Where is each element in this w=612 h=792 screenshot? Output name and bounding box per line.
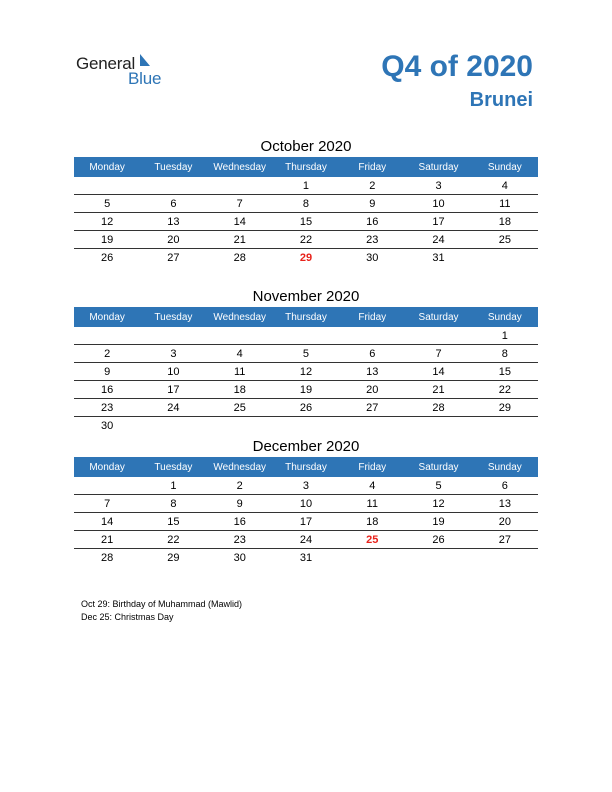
- week-row: [74, 363, 538, 381]
- week-row: [74, 345, 538, 363]
- week-row: [74, 495, 538, 513]
- weekday-header: Saturday: [405, 157, 471, 177]
- day-cell: 15: [472, 363, 538, 381]
- day-cell: 23: [74, 399, 140, 417]
- day-cell: 4: [472, 177, 538, 195]
- day-cell: 18: [472, 213, 538, 231]
- holiday-day-cell: 29: [299, 251, 313, 264]
- day-cell: 13: [140, 213, 206, 231]
- week-row: [74, 399, 538, 417]
- day-cell: 23: [339, 231, 405, 249]
- day-cell: 22: [273, 231, 339, 249]
- day-cell: [472, 549, 538, 567]
- day-cell: 24: [405, 231, 471, 249]
- weekday-header-row: [74, 157, 538, 177]
- day-cell: 12: [405, 495, 471, 513]
- logo-blue-text: Blue: [128, 69, 162, 88]
- logo: [76, 54, 176, 88]
- weekday-header: Monday: [74, 457, 140, 477]
- day-cell: 25: [207, 399, 273, 417]
- day-cell: 20: [472, 513, 538, 531]
- week-row: [74, 381, 538, 399]
- day-cell: 14: [405, 363, 471, 381]
- day-cell: 10: [140, 363, 206, 381]
- weekday-header: Friday: [339, 157, 405, 177]
- holiday-note: Oct 29: Birthday of Muhammad (Mawlid): [81, 599, 243, 609]
- day-cell: 15: [273, 213, 339, 231]
- day-cell: [74, 327, 140, 345]
- week-row: [74, 249, 538, 267]
- day-cell: 26: [101, 251, 114, 264]
- weekday-header: Thursday: [273, 457, 339, 477]
- day-cell: 20: [339, 381, 405, 399]
- weekday-header: Sunday: [472, 457, 538, 477]
- month-block: [74, 287, 538, 434]
- day-cell: 24: [273, 531, 339, 549]
- day-cell: 26: [405, 531, 471, 549]
- day-cell: 5: [273, 345, 339, 363]
- day-cell: 6: [339, 345, 405, 363]
- day-cell: 26: [273, 399, 339, 417]
- month-grid: [74, 307, 538, 434]
- day-cell: 22: [472, 381, 538, 399]
- day-cell: 11: [207, 363, 273, 381]
- day-cell: 19: [273, 381, 339, 399]
- day-cell: 5: [405, 477, 471, 495]
- month-title: December 2020: [252, 438, 360, 455]
- weekday-header: Tuesday: [140, 157, 206, 177]
- weekday-header: Friday: [339, 307, 405, 327]
- week-row: [74, 327, 538, 345]
- weekday-header: Tuesday: [140, 457, 206, 477]
- day-cell: 19: [405, 513, 471, 531]
- day-cell: 22: [140, 531, 206, 549]
- day-cell: 3: [405, 177, 471, 195]
- day-cell: [140, 177, 206, 195]
- weekday-header: Wednesday: [207, 307, 273, 327]
- day-cell: 14: [74, 513, 140, 531]
- day-cell: 1: [472, 327, 538, 345]
- day-cell: [140, 417, 206, 435]
- week-row: [74, 549, 538, 567]
- day-cell: [74, 177, 140, 195]
- week-row: [74, 177, 538, 195]
- day-cell: [472, 249, 538, 267]
- week-row: [74, 231, 538, 249]
- day-cell: 31: [299, 551, 313, 564]
- weekday-header: Sunday: [472, 157, 538, 177]
- day-cell: 18: [339, 513, 405, 531]
- day-cell: 20: [140, 231, 206, 249]
- day-cell: 21: [74, 531, 140, 549]
- day-cell: 12: [273, 363, 339, 381]
- day-cell: 27: [472, 531, 538, 549]
- day-cell: 28: [101, 551, 114, 564]
- weekday-header: Tuesday: [140, 307, 206, 327]
- week-row: [74, 477, 538, 495]
- day-cell: 11: [339, 495, 405, 513]
- day-cell: 2: [207, 477, 273, 495]
- day-cell: 3: [273, 477, 339, 495]
- weekday-header: Wednesday: [207, 457, 273, 477]
- day-cell: 14: [207, 213, 273, 231]
- month-grid: [74, 457, 538, 566]
- day-cell: [405, 417, 471, 435]
- country-name: Brunei: [469, 89, 533, 111]
- day-cell: 16: [339, 213, 405, 231]
- month-title: November 2020: [252, 288, 360, 305]
- weekday-header-row: [74, 307, 538, 327]
- day-cell: 19: [74, 231, 140, 249]
- day-cell: 25: [472, 231, 538, 249]
- day-cell: 1: [273, 177, 339, 195]
- day-cell: 27: [339, 399, 405, 417]
- day-cell: 8: [472, 345, 538, 363]
- day-cell: 31: [432, 251, 445, 264]
- day-cell: 8: [140, 495, 206, 513]
- day-cell: [207, 177, 273, 195]
- day-cell: 10: [405, 195, 471, 213]
- day-cell: 28: [405, 399, 471, 417]
- day-cell: 5: [74, 195, 140, 213]
- day-cell: 16: [74, 381, 140, 399]
- holiday-note: Dec 25: Christmas Day: [81, 612, 174, 622]
- weekday-header: Saturday: [405, 307, 471, 327]
- month-title: October 2020: [260, 138, 352, 155]
- weekday-header: Friday: [339, 457, 405, 477]
- day-cell: 17: [140, 381, 206, 399]
- day-cell: [207, 417, 273, 435]
- day-cell: [339, 327, 405, 345]
- day-cell: 9: [207, 495, 273, 513]
- day-cell: 29: [472, 399, 538, 417]
- day-cell: 17: [405, 213, 471, 231]
- day-cell: 12: [74, 213, 140, 231]
- week-row: [74, 417, 538, 435]
- day-cell: 2: [339, 177, 405, 195]
- day-cell: 30: [101, 419, 114, 432]
- day-cell: 9: [74, 363, 140, 381]
- day-cell: 6: [472, 477, 538, 495]
- day-cell: 7: [405, 345, 471, 363]
- day-cell: 4: [207, 345, 273, 363]
- weekday-header: Sunday: [472, 307, 538, 327]
- weekday-header: Thursday: [273, 307, 339, 327]
- month-block: [74, 437, 538, 566]
- quarter-title: Q4 of 2020: [381, 50, 533, 83]
- weekday-header-row: [74, 457, 538, 477]
- weekday-header: Monday: [74, 307, 140, 327]
- day-cell: [339, 549, 405, 567]
- day-cell: 1: [140, 477, 206, 495]
- day-cell: 10: [273, 495, 339, 513]
- day-cell: 30: [233, 551, 246, 564]
- weekday-header: Saturday: [405, 457, 471, 477]
- day-cell: [207, 327, 273, 345]
- day-cell: [140, 327, 206, 345]
- day-cell: 29: [167, 551, 180, 564]
- day-cell: [405, 327, 471, 345]
- day-cell: 28: [233, 251, 246, 264]
- day-cell: 3: [140, 345, 206, 363]
- day-cell: 11: [472, 195, 538, 213]
- day-cell: 7: [74, 495, 140, 513]
- holiday-day-cell: 25: [339, 531, 405, 549]
- week-row: [74, 213, 538, 231]
- month-block: [74, 137, 538, 266]
- weekday-header: Wednesday: [207, 157, 273, 177]
- logo-triangle-icon: [140, 54, 150, 68]
- holiday-notes: [81, 598, 242, 624]
- day-cell: 4: [339, 477, 405, 495]
- day-cell: [405, 549, 471, 567]
- day-cell: 17: [273, 513, 339, 531]
- day-cell: 13: [339, 363, 405, 381]
- logo-general-text: General: [76, 54, 136, 73]
- day-cell: [339, 417, 405, 435]
- weekday-header: Thursday: [273, 157, 339, 177]
- day-cell: 13: [472, 495, 538, 513]
- day-cell: 23: [207, 531, 273, 549]
- day-cell: 30: [366, 251, 379, 264]
- month-grid: [74, 157, 538, 266]
- day-cell: 15: [140, 513, 206, 531]
- week-row: [74, 195, 538, 213]
- day-cell: [273, 417, 339, 435]
- day-cell: 2: [74, 345, 140, 363]
- day-cell: 16: [207, 513, 273, 531]
- day-cell: [472, 417, 538, 435]
- day-cell: 27: [167, 251, 180, 264]
- day-cell: 9: [339, 195, 405, 213]
- day-cell: 7: [207, 195, 273, 213]
- day-cell: 18: [207, 381, 273, 399]
- day-cell: 21: [405, 381, 471, 399]
- week-row: [74, 513, 538, 531]
- weekday-header: Monday: [74, 157, 140, 177]
- week-row: [74, 531, 538, 549]
- day-cell: 8: [273, 195, 339, 213]
- day-cell: 21: [207, 231, 273, 249]
- day-cell: 24: [140, 399, 206, 417]
- day-cell: 6: [140, 195, 206, 213]
- day-cell: [273, 327, 339, 345]
- day-cell: [74, 477, 140, 495]
